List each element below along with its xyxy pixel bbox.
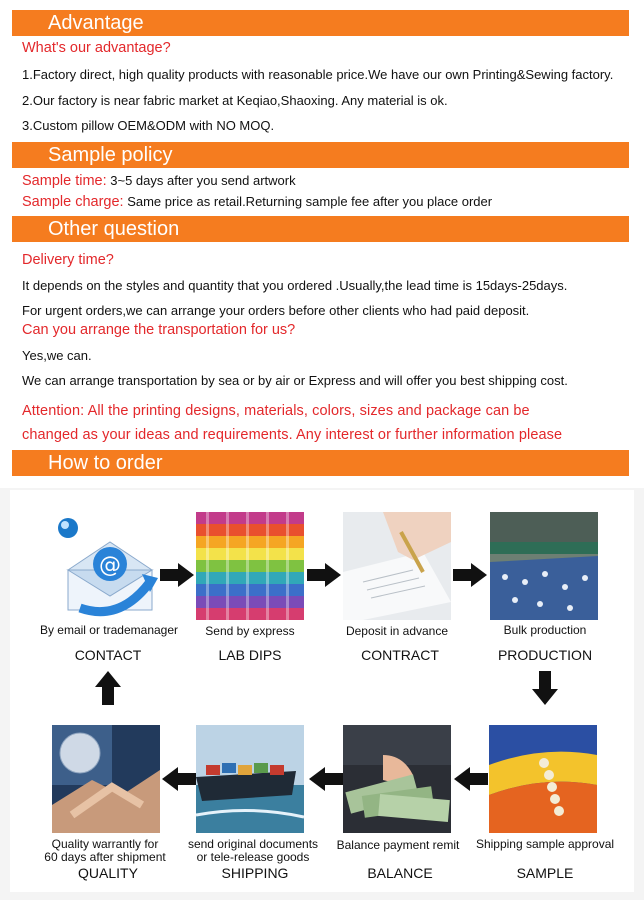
contract-step: CONTRACT	[361, 647, 439, 663]
other-question-header-bar	[12, 216, 629, 242]
other-question-header: Other question	[48, 218, 180, 240]
sample-time-value: 3~5 days after you send artwork	[110, 173, 296, 188]
how-to-order-header-bar	[12, 450, 629, 476]
attention-line-2: changed as your ideas and requirements. Any interest or further information please	[22, 427, 563, 443]
sample-time-row	[22, 173, 296, 189]
sample-policy-header-bar	[12, 142, 629, 168]
svg-text:@: @	[99, 553, 121, 578]
arrow-down-icon	[532, 671, 558, 705]
advantage-item-1: 1.Factory direct, high quality products with reasonable price.We have our own Printing&Sewing factory.	[22, 67, 614, 82]
sample-charge-label: Sample charge:	[22, 194, 124, 210]
delivery-answer-1: It depends on the styles and quantity that you ordered .Usually,the lead time is 15days-25days.	[22, 278, 568, 293]
advantage-header-bar	[12, 10, 629, 36]
delivery-question: Delivery time?	[22, 252, 114, 268]
contract-caption: Deposit in advance	[345, 624, 449, 638]
sample-time-label: Sample time:	[22, 173, 107, 189]
lab-dips-step: LAB DIPS	[218, 647, 282, 663]
handshake-image	[52, 725, 160, 833]
lab-dips-caption: Send by express	[205, 624, 295, 638]
quality-caption-1: Quality warrantly for	[51, 837, 159, 851]
arrow-left-icon	[309, 767, 343, 791]
quality-caption-2: 60 days after shipment	[44, 850, 166, 864]
transport-answer-1: Yes,we can.	[22, 348, 92, 363]
production-step: PRODUCTION	[497, 647, 593, 663]
shipping-caption-2: or tele-release goods	[196, 850, 310, 864]
arrow-left-icon	[162, 767, 196, 791]
delivery-answer-2: For urgent orders,we can arrange your orders before other clients who had paid deposit.	[22, 303, 530, 318]
arrow-left-icon	[454, 767, 488, 791]
advantage-item-3: 3.Custom pillow OEM&ODM with NO MOQ.	[22, 118, 275, 133]
cargo-ship-image	[196, 725, 304, 833]
arrow-up-icon	[95, 671, 121, 705]
advantage-question: What's our advantage?	[22, 40, 171, 56]
color-swatches-image	[196, 512, 304, 620]
quality-step: QUALITY	[78, 865, 138, 881]
shipping-step: SHIPPING	[221, 865, 289, 881]
email-envelope-icon	[50, 512, 158, 620]
sample-caption: Shipping sample approval	[475, 837, 615, 851]
contact-caption: By email or trademanager	[39, 623, 179, 637]
sample-step: SAMPLE	[516, 865, 574, 881]
fabric-sample-image	[489, 725, 597, 833]
arrow-right-icon	[453, 563, 487, 587]
sample-charge-row	[22, 194, 492, 210]
how-to-order-header: How to order	[48, 452, 163, 474]
advantage-item-2: 2.Our factory is near fabric market at Keqiao,Shaoxing. Any material is ok.	[22, 93, 448, 108]
sample-charge-value: Same price as retail.Returning sample fee after you place order	[127, 194, 493, 209]
contract-signing-image	[343, 512, 451, 620]
transport-question: Can you arrange the transportation for us?	[22, 322, 296, 338]
sample-policy-header: Sample policy	[48, 144, 173, 166]
balance-caption: Balance payment remit	[336, 838, 460, 852]
money-payment-image	[343, 725, 451, 833]
transport-answer-2: We can arrange transportation by sea or by air or Express and will offer you best shipping cost.	[22, 373, 568, 388]
arrow-right-icon	[160, 563, 194, 587]
shipping-caption-1: send original documents	[187, 837, 319, 851]
advantage-header: Advantage	[48, 12, 144, 34]
arrow-right-icon	[307, 563, 341, 587]
production-caption: Bulk production	[503, 623, 587, 637]
attention-line-1: Attention: All the printing designs, materials, colors, sizes and package can be	[22, 403, 530, 419]
contact-step: CONTACT	[74, 647, 142, 663]
factory-production-image	[490, 512, 598, 620]
balance-step: BALANCE	[367, 865, 433, 881]
